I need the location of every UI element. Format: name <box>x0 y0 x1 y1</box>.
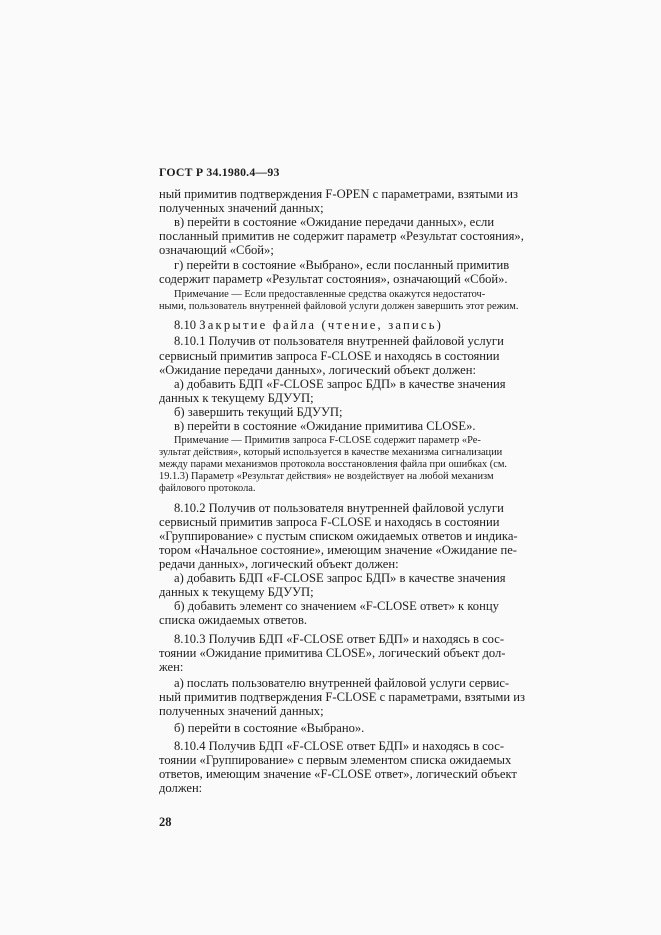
text-line: 8.10.4 Получив БДП «F-CLOSE ответ БДП» и находясь в сос- <box>174 739 505 753</box>
text-line: ответов, имеющим значение «F-CLOSE ответ», логический объект <box>159 767 517 781</box>
text-line: тором «Начальное состояние», имеющим значение «Ожидание пе- <box>159 543 517 557</box>
text-line: а) добавить БДП «F-CLOSE запрос БДП» в качестве значения <box>174 377 506 391</box>
note-line: зультат действия», который используется в качестве механизма сигнализации <box>159 447 503 458</box>
text-line: б) добавить элемент со значением «F-CLOSE ответ» к концу <box>174 599 499 613</box>
text-line: ный примитив подтверждения F-OPEN с параметрами, взятыми из <box>159 187 518 201</box>
text-line: ный примитив подтверждения F-CLOSE с параметрами, взятыми из <box>159 690 525 704</box>
text-line: а) послать пользователю внутренней файловой услуги сервис- <box>174 676 510 690</box>
note-line: 19.1.3) Параметр «Результат действия» не воздействует на любой механизм <box>159 471 494 482</box>
text-line: редачи данных», логический объект должен: <box>159 557 399 571</box>
text-line: полученных значений данных; <box>159 704 324 718</box>
text-line: тоянии «Группирование» с первым элементом списка ожидаемых <box>159 753 512 767</box>
page-number: 28 <box>159 815 172 829</box>
text-line: посланный примитив не содержит параметр «Результат состояния», <box>159 229 524 243</box>
text-line: в) перейти в состояние «Ожидание передачи данных», если <box>174 215 495 229</box>
note-line: файлового протокола. <box>159 483 256 494</box>
text-line: данных к текущему БДУУП; <box>159 585 314 599</box>
note-line: Примечание — Если предоставленные средства окажутся недостаточ- <box>174 289 486 300</box>
text-line: «Ожидание передачи данных», логический объект должен: <box>159 363 476 377</box>
text-line: «Группирование» с пустым списком ожидаемых ответов и индика- <box>159 529 518 543</box>
text-line: б) перейти в состояние «Выбрано». <box>174 721 365 735</box>
text-line: 8.10.2 Получив от пользователя внутренней файловой услуги <box>174 501 504 515</box>
text-line: тоянии «Ожидание примитива CLOSE», логический объект дол- <box>159 646 506 660</box>
note-line: Примечание — Примитив запроса F-CLOSE содержит параметр «Ре- <box>174 435 481 446</box>
text-line: означающий «Сбой»; <box>159 243 274 257</box>
text-line: содержит параметр «Результат состояния», означающий «Сбой». <box>159 272 508 286</box>
text-line: в) перейти в состояние «Ожидание примитива CLOSE». <box>174 419 476 433</box>
text-line: г) перейти в состояние «Выбрано», если посланный примитив <box>174 258 510 272</box>
text-line: сервисный примитив запроса F-CLOSE и находясь в состоянии <box>159 349 500 363</box>
text-line: б) завершить текущий БДУУП; <box>174 405 343 419</box>
text-line: данных к текущему БДУУП; <box>159 391 314 405</box>
section-heading-8-10: 8.10 Закрытие файла (чтение, запись) <box>174 318 444 332</box>
text-line: полученных значений данных; <box>159 201 324 215</box>
text-line: списка ожидаемых ответов. <box>159 613 308 627</box>
text-line: 8.10.3 Получив БДП «F-CLOSE ответ БДП» и находясь в сос- <box>174 632 505 646</box>
note-line: между парами механизмов протокола восстановления файла при ошибках (см. <box>159 459 508 470</box>
text-line: 8.10.1 Получив от пользователя внутренней файловой услуги <box>174 334 504 348</box>
note-line: ными, пользователь внутренней файловой услуги должен завершить этот режим. <box>159 301 519 312</box>
text-line: должен: <box>159 781 203 795</box>
text-line: жен: <box>159 660 184 674</box>
text-line: а) добавить БДП «F-CLOSE запрос БДП» в качестве значения <box>174 571 506 585</box>
running-header: ГОСТ Р 34.1980.4—93 <box>159 165 280 179</box>
text-line: сервисный примитив запроса F-CLOSE и находясь в состоянии <box>159 515 500 529</box>
